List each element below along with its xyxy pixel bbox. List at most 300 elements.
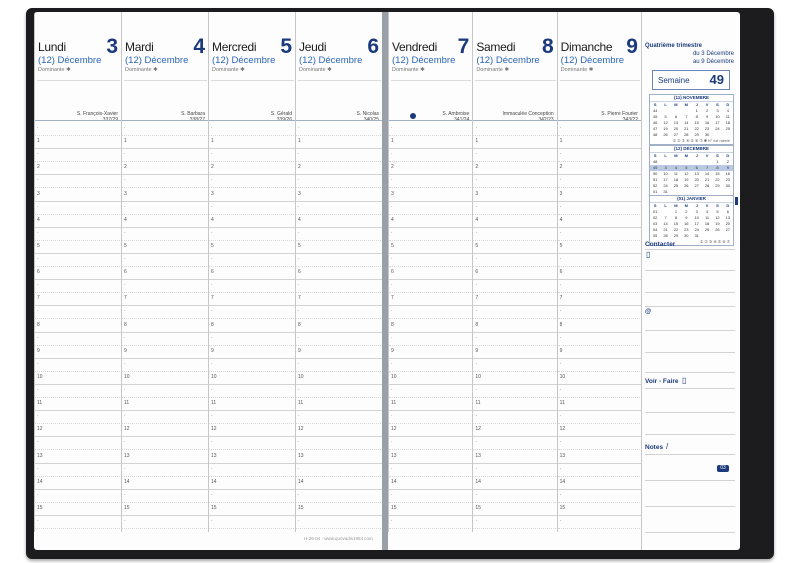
- hour-line[interactable]: [296, 436, 382, 450]
- hour-line[interactable]: [209, 384, 296, 398]
- hour-line[interactable]: [35, 188, 122, 202]
- calendar-day[interactable]: 28: [704, 183, 710, 188]
- hour-line[interactable]: [473, 148, 557, 162]
- hour-line[interactable]: [473, 515, 557, 529]
- hour-line[interactable]: [558, 502, 642, 516]
- hour-line[interactable]: [35, 463, 122, 477]
- sidebar-rule[interactable]: [645, 434, 735, 435]
- sidebar-rule[interactable]: [645, 330, 735, 331]
- hour-line[interactable]: [389, 161, 473, 175]
- sidebar-rule[interactable]: [645, 292, 735, 293]
- hour-line[interactable]: [35, 214, 122, 228]
- hour-line[interactable]: [389, 319, 473, 333]
- calendar-day[interactable]: 5: [681, 165, 691, 171]
- hour-line[interactable]: [35, 515, 122, 529]
- calendar-day[interactable]: 29: [673, 233, 679, 238]
- calendar-day[interactable]: 16: [704, 120, 710, 125]
- calendar-day[interactable]: 14: [684, 120, 689, 125]
- hour-line[interactable]: [473, 253, 557, 267]
- calendar-day[interactable]: 5: [716, 209, 719, 214]
- hour-line[interactable]: [122, 436, 209, 450]
- hour-line[interactable]: [558, 332, 642, 346]
- hour-line[interactable]: [296, 292, 382, 306]
- calendar-day[interactable]: 12: [663, 120, 668, 125]
- calendar-day[interactable]: 12: [684, 171, 689, 176]
- hour-line[interactable]: [296, 384, 382, 398]
- hour-line[interactable]: [296, 122, 382, 136]
- hour-line[interactable]: [473, 423, 557, 437]
- hour-line[interactable]: [473, 188, 557, 202]
- hour-line[interactable]: [209, 135, 296, 149]
- hour-line[interactable]: [35, 240, 122, 254]
- calendar-day[interactable]: 3: [660, 165, 670, 171]
- hour-line[interactable]: [35, 450, 122, 464]
- calendar-day[interactable]: 19: [684, 177, 689, 182]
- hour-line[interactable]: [558, 253, 642, 267]
- calendar-day[interactable]: 20: [725, 221, 731, 226]
- hour-line[interactable]: [35, 476, 122, 490]
- hour-line[interactable]: [296, 345, 382, 359]
- hour-line[interactable]: [558, 227, 642, 241]
- hour-line[interactable]: [473, 214, 557, 228]
- calendar-day[interactable]: 21: [704, 177, 710, 182]
- calendar-day[interactable]: 26: [715, 227, 720, 232]
- hour-line[interactable]: [209, 489, 296, 503]
- calendar-day[interactable]: 18: [673, 177, 679, 182]
- sidebar-rule[interactable]: [645, 372, 735, 373]
- calendar-day[interactable]: 25: [725, 126, 731, 131]
- hour-line[interactable]: [389, 332, 473, 346]
- calendar-day[interactable]: 23: [704, 126, 710, 131]
- hour-line[interactable]: [209, 240, 296, 254]
- hour-line[interactable]: [558, 161, 642, 175]
- calendar-day[interactable]: 2: [726, 159, 729, 164]
- hour-line[interactable]: [296, 188, 382, 202]
- hour-line[interactable]: [209, 345, 296, 359]
- hour-line[interactable]: [558, 279, 642, 293]
- calendar-day[interactable]: 19: [715, 221, 720, 226]
- sidebar-rule[interactable]: [645, 388, 735, 389]
- hour-line[interactable]: [122, 358, 209, 372]
- hour-line[interactable]: [558, 450, 642, 464]
- calendar-day[interactable]: 16: [725, 171, 731, 176]
- hour-line[interactable]: [209, 397, 296, 411]
- hour-line[interactable]: [209, 332, 296, 346]
- calendar-day[interactable]: 25: [704, 227, 710, 232]
- hour-line[interactable]: [473, 371, 557, 385]
- hour-line[interactable]: [389, 358, 473, 372]
- hour-line[interactable]: [209, 122, 296, 136]
- hour-line[interactable]: [558, 135, 642, 149]
- calendar-day[interactable]: 27: [694, 183, 699, 188]
- hour-line[interactable]: [558, 266, 642, 280]
- hour-line[interactable]: [296, 502, 382, 516]
- calendar-day[interactable]: 24: [663, 183, 668, 188]
- hour-line[interactable]: [473, 122, 557, 136]
- calendar-day[interactable]: 24: [715, 126, 720, 131]
- calendar-day[interactable]: 13: [694, 171, 699, 176]
- hour-line[interactable]: [35, 502, 122, 516]
- hour-line[interactable]: [35, 371, 122, 385]
- calendar-day[interactable]: 20: [694, 177, 699, 182]
- calendar-day[interactable]: 3: [695, 209, 698, 214]
- hour-line[interactable]: [296, 253, 382, 267]
- hour-line[interactable]: [122, 253, 209, 267]
- calendar-day[interactable]: 7: [702, 165, 712, 171]
- calendar-day[interactable]: 7: [685, 114, 688, 119]
- hour-line[interactable]: [35, 135, 122, 149]
- hour-line[interactable]: [209, 436, 296, 450]
- hour-line[interactable]: [296, 515, 382, 529]
- hour-line[interactable]: [473, 305, 557, 319]
- hour-line[interactable]: [473, 397, 557, 411]
- hour-line[interactable]: [209, 515, 296, 529]
- hour-line[interactable]: [389, 214, 473, 228]
- sidebar-rule[interactable]: [645, 249, 735, 250]
- hour-line[interactable]: [473, 161, 557, 175]
- hour-line[interactable]: [558, 319, 642, 333]
- hour-line[interactable]: [296, 279, 382, 293]
- calendar-day[interactable]: 26: [684, 183, 689, 188]
- calendar-day[interactable]: 22: [694, 126, 699, 131]
- hour-line[interactable]: [122, 450, 209, 464]
- hour-line[interactable]: [122, 489, 209, 503]
- hour-line[interactable]: [473, 332, 557, 346]
- hour-line[interactable]: [558, 371, 642, 385]
- calendar-day[interactable]: 19: [663, 126, 668, 131]
- hour-line[interactable]: [473, 450, 557, 464]
- hour-line[interactable]: [296, 332, 382, 346]
- hour-line[interactable]: [296, 319, 382, 333]
- calendar-day[interactable]: 24: [694, 227, 699, 232]
- hour-line[interactable]: [473, 410, 557, 424]
- hour-line[interactable]: [35, 305, 122, 319]
- hour-line[interactable]: [296, 148, 382, 162]
- hour-line[interactable]: [209, 292, 296, 306]
- hour-line[interactable]: [35, 410, 122, 424]
- hour-line[interactable]: [122, 240, 209, 254]
- sidebar-rule[interactable]: [645, 412, 735, 413]
- hour-line[interactable]: [122, 371, 209, 385]
- hour-line[interactable]: [122, 410, 209, 424]
- hour-line[interactable]: [296, 240, 382, 254]
- hour-line[interactable]: [389, 436, 473, 450]
- calendar-day[interactable]: 28: [684, 132, 689, 137]
- hour-line[interactable]: [558, 515, 642, 529]
- sidebar-rule[interactable]: [645, 532, 735, 533]
- hour-line[interactable]: [389, 135, 473, 149]
- hour-line[interactable]: [296, 450, 382, 464]
- calendar-day[interactable]: 16: [684, 221, 689, 226]
- hour-line[interactable]: [296, 227, 382, 241]
- hour-line[interactable]: [35, 397, 122, 411]
- hour-line[interactable]: [122, 148, 209, 162]
- hour-line[interactable]: [35, 161, 122, 175]
- hour-line[interactable]: [209, 279, 296, 293]
- calendar-day[interactable]: 2: [685, 209, 688, 214]
- calendar-day[interactable]: 21: [663, 227, 668, 232]
- calendar-day[interactable]: 29: [715, 183, 720, 188]
- calendar-day[interactable]: 31: [663, 189, 668, 194]
- hour-line[interactable]: [389, 279, 473, 293]
- hour-line[interactable]: [209, 201, 296, 215]
- calendar-day[interactable]: 25: [673, 183, 679, 188]
- hour-line[interactable]: [35, 148, 122, 162]
- calendar-day[interactable]: 12: [715, 215, 720, 220]
- hour-line[interactable]: [122, 292, 209, 306]
- calendar-day[interactable]: 14: [663, 221, 668, 226]
- hour-line[interactable]: [296, 174, 382, 188]
- hour-line[interactable]: [296, 423, 382, 437]
- hour-line[interactable]: [122, 515, 209, 529]
- hour-line[interactable]: [209, 253, 296, 267]
- calendar-day[interactable]: 17: [694, 221, 699, 226]
- hour-line[interactable]: [209, 463, 296, 477]
- calendar-day[interactable]: 26: [663, 132, 668, 137]
- calendar-day[interactable]: 9: [705, 114, 709, 119]
- month-tab[interactable]: 03: [717, 465, 729, 472]
- hour-line[interactable]: [122, 266, 209, 280]
- hour-line[interactable]: [389, 450, 473, 464]
- hour-line[interactable]: [389, 227, 473, 241]
- calendar-day[interactable]: 11: [704, 215, 710, 220]
- hour-line[interactable]: [35, 436, 122, 450]
- hour-line[interactable]: [209, 358, 296, 372]
- hour-line[interactable]: [35, 319, 122, 333]
- hour-line[interactable]: [35, 384, 122, 398]
- calendar-day[interactable]: 10: [694, 215, 699, 220]
- hour-line[interactable]: [35, 292, 122, 306]
- hour-line[interactable]: [473, 463, 557, 477]
- hour-line[interactable]: [122, 423, 209, 437]
- calendar-day[interactable]: 8: [674, 215, 678, 220]
- hour-line[interactable]: [122, 227, 209, 241]
- sidebar-rule[interactable]: [645, 480, 735, 481]
- hour-line[interactable]: [558, 489, 642, 503]
- hour-line[interactable]: [209, 174, 296, 188]
- hour-line[interactable]: [122, 161, 209, 175]
- calendar-day[interactable]: 29: [694, 132, 699, 137]
- hour-line[interactable]: [209, 502, 296, 516]
- hour-line[interactable]: [558, 188, 642, 202]
- calendar-day[interactable]: 4: [705, 209, 709, 214]
- hour-line[interactable]: [35, 201, 122, 215]
- calendar-day[interactable]: 17: [715, 120, 720, 125]
- calendar-day[interactable]: 1: [716, 159, 719, 164]
- hour-line[interactable]: [209, 423, 296, 437]
- calendar-day[interactable]: 1: [674, 209, 678, 214]
- hour-line[interactable]: [209, 319, 296, 333]
- calendar-day[interactable]: 22: [715, 177, 720, 182]
- hour-line[interactable]: [296, 201, 382, 215]
- hour-line[interactable]: [389, 122, 473, 136]
- hour-line[interactable]: [35, 253, 122, 267]
- hour-line[interactable]: [473, 292, 557, 306]
- hour-line[interactable]: [209, 266, 296, 280]
- hour-line[interactable]: [389, 240, 473, 254]
- hour-line[interactable]: [558, 423, 642, 437]
- calendar-day[interactable]: 2: [705, 108, 709, 113]
- hour-line[interactable]: [296, 161, 382, 175]
- calendar-day[interactable]: 30: [684, 233, 689, 238]
- hour-line[interactable]: [296, 305, 382, 319]
- calendar-day[interactable]: 13: [673, 120, 679, 125]
- hour-line[interactable]: [122, 319, 209, 333]
- hour-line[interactable]: [389, 266, 473, 280]
- hour-line[interactable]: [389, 148, 473, 162]
- sidebar-rule[interactable]: [645, 306, 735, 307]
- hour-line[interactable]: [558, 122, 642, 136]
- hour-line[interactable]: [122, 502, 209, 516]
- hour-line[interactable]: [296, 476, 382, 490]
- sidebar-rule[interactable]: [645, 270, 735, 271]
- hour-line[interactable]: [389, 515, 473, 529]
- hour-line[interactable]: [558, 214, 642, 228]
- hour-line[interactable]: [389, 188, 473, 202]
- hour-line[interactable]: [473, 436, 557, 450]
- hour-line[interactable]: [209, 227, 296, 241]
- hour-line[interactable]: [558, 201, 642, 215]
- calendar-day[interactable]: 22: [673, 227, 679, 232]
- hour-line[interactable]: [35, 358, 122, 372]
- hour-line[interactable]: [122, 122, 209, 136]
- hour-line[interactable]: [389, 423, 473, 437]
- calendar-day[interactable]: 30: [725, 183, 731, 188]
- hour-line[interactable]: [389, 502, 473, 516]
- calendar-day[interactable]: 31: [694, 233, 699, 238]
- hour-line[interactable]: [473, 345, 557, 359]
- hour-line[interactable]: [296, 358, 382, 372]
- hour-line[interactable]: [473, 476, 557, 490]
- hour-line[interactable]: [122, 345, 209, 359]
- hour-line[interactable]: [209, 476, 296, 490]
- hour-line[interactable]: [35, 345, 122, 359]
- calendar-day[interactable]: 17: [663, 177, 668, 182]
- hour-line[interactable]: [389, 292, 473, 306]
- hour-line[interactable]: [122, 174, 209, 188]
- hour-line[interactable]: [296, 135, 382, 149]
- hour-line[interactable]: [558, 476, 642, 490]
- hour-line[interactable]: [389, 410, 473, 424]
- hour-line[interactable]: [209, 214, 296, 228]
- calendar-day[interactable]: 15: [715, 171, 720, 176]
- hour-line[interactable]: [473, 201, 557, 215]
- hour-line[interactable]: [296, 489, 382, 503]
- hour-line[interactable]: [473, 135, 557, 149]
- hour-line[interactable]: [122, 384, 209, 398]
- calendar-day[interactable]: 15: [694, 120, 699, 125]
- hour-line[interactable]: [558, 345, 642, 359]
- hour-line[interactable]: [35, 489, 122, 503]
- hour-line[interactable]: [473, 240, 557, 254]
- hour-line[interactable]: [296, 266, 382, 280]
- calendar-day[interactable]: 28: [663, 233, 668, 238]
- calendar-day[interactable]: 30: [704, 132, 710, 137]
- hour-line[interactable]: [558, 463, 642, 477]
- hour-line[interactable]: [209, 371, 296, 385]
- hour-line[interactable]: [122, 201, 209, 215]
- calendar-day[interactable]: 11: [725, 114, 730, 119]
- sidebar-rule[interactable]: [645, 352, 735, 353]
- hour-line[interactable]: [296, 397, 382, 411]
- hour-line[interactable]: [558, 240, 642, 254]
- hour-line[interactable]: [35, 423, 122, 437]
- hour-line[interactable]: [473, 174, 557, 188]
- calendar-day[interactable]: 14: [704, 171, 710, 176]
- calendar-day[interactable]: 10: [663, 171, 668, 176]
- hour-line[interactable]: [389, 253, 473, 267]
- hour-line[interactable]: [209, 410, 296, 424]
- hour-line[interactable]: [209, 148, 296, 162]
- hour-line[interactable]: [389, 489, 473, 503]
- hour-line[interactable]: [389, 371, 473, 385]
- calendar-day[interactable]: 15: [673, 221, 679, 226]
- calendar-day[interactable]: 6: [674, 114, 678, 119]
- calendar-day[interactable]: 6: [692, 165, 702, 171]
- calendar-day[interactable]: 9: [685, 215, 688, 220]
- hour-line[interactable]: [35, 279, 122, 293]
- calendar-day[interactable]: 8: [712, 165, 722, 171]
- hour-line[interactable]: [209, 188, 296, 202]
- hour-line[interactable]: [558, 305, 642, 319]
- calendar-day[interactable]: 4: [671, 165, 681, 171]
- hour-line[interactable]: [473, 279, 557, 293]
- hour-line[interactable]: [209, 161, 296, 175]
- hour-line[interactable]: [558, 292, 642, 306]
- hour-line[interactable]: [389, 345, 473, 359]
- hour-line[interactable]: [558, 397, 642, 411]
- hour-line[interactable]: [389, 463, 473, 477]
- sidebar-rule[interactable]: [645, 454, 735, 455]
- hour-line[interactable]: [473, 266, 557, 280]
- calendar-day[interactable]: 10: [715, 114, 720, 119]
- hour-line[interactable]: [473, 502, 557, 516]
- hour-line[interactable]: [35, 266, 122, 280]
- hour-line[interactable]: [389, 305, 473, 319]
- hour-line[interactable]: [122, 476, 209, 490]
- hour-line[interactable]: [389, 476, 473, 490]
- hour-line[interactable]: [473, 384, 557, 398]
- hour-line[interactable]: [473, 358, 557, 372]
- hour-line[interactable]: [122, 332, 209, 346]
- hour-line[interactable]: [122, 188, 209, 202]
- hour-line[interactable]: [35, 227, 122, 241]
- hour-line[interactable]: [122, 279, 209, 293]
- calendar-day[interactable]: 13: [725, 215, 731, 220]
- hour-line[interactable]: [389, 201, 473, 215]
- calendar-day[interactable]: 6: [726, 209, 729, 214]
- calendar-day[interactable]: 20: [673, 126, 679, 131]
- calendar-day[interactable]: 4: [726, 108, 729, 113]
- hour-line[interactable]: [296, 410, 382, 424]
- hour-line[interactable]: [296, 463, 382, 477]
- calendar-day[interactable]: 11: [673, 171, 679, 176]
- calendar-day[interactable]: 27: [673, 132, 679, 137]
- hour-line[interactable]: [122, 305, 209, 319]
- hour-line[interactable]: [122, 397, 209, 411]
- calendar-day[interactable]: 23: [725, 177, 731, 182]
- hour-line[interactable]: [558, 174, 642, 188]
- calendar-day[interactable]: 21: [684, 126, 689, 131]
- hour-line[interactable]: [473, 227, 557, 241]
- calendar-day[interactable]: 5: [664, 114, 667, 119]
- hour-line[interactable]: [209, 305, 296, 319]
- hour-line[interactable]: [122, 463, 209, 477]
- hour-line[interactable]: [35, 122, 122, 136]
- calendar-day[interactable]: 18: [725, 120, 731, 125]
- hour-line[interactable]: [473, 319, 557, 333]
- hour-line[interactable]: [558, 384, 642, 398]
